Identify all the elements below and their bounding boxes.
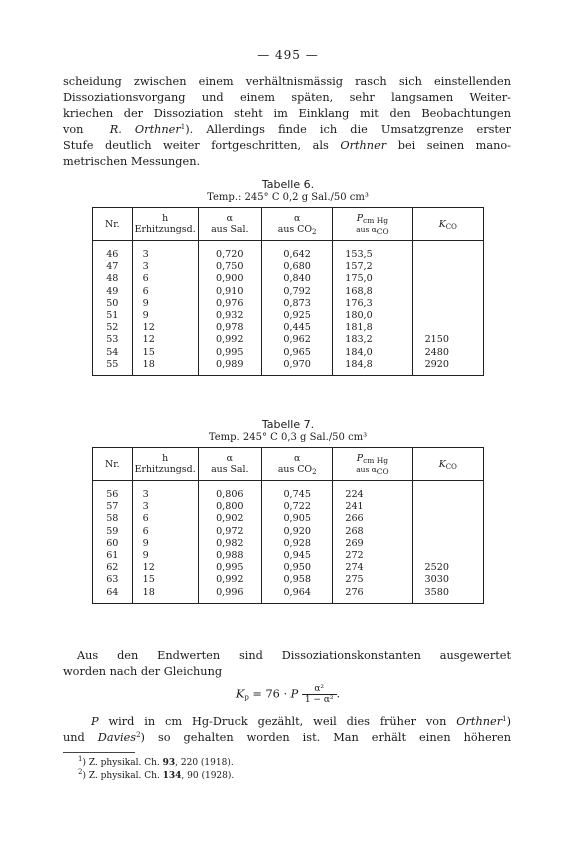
col-header-h: h Erhitzungsd. (132, 208, 198, 241)
table-row (93, 334, 484, 346)
table-cell: 3 (132, 261, 198, 273)
table-cell: 0,996 (198, 587, 261, 604)
table-cell: 58 (93, 513, 133, 525)
table-cell: 0,932 (198, 310, 261, 322)
table-cell: 63 (93, 574, 133, 586)
table-cell: 168,8 (333, 286, 412, 298)
author-name: R. Orthner (109, 122, 181, 136)
table-cell: 0,445 (261, 322, 332, 334)
paragraph-3-line: P wird in cm Hg-Druck gezählt, weil dies früher von Orthner$^1$) (91, 715, 511, 728)
author-name: Davies (97, 730, 137, 744)
table-cell: 3580 (412, 587, 483, 604)
table-cell: 54 (93, 347, 133, 359)
table-row (93, 538, 484, 550)
table-cell (412, 286, 483, 298)
table-row (93, 261, 484, 273)
table-cell: 0,920 (262, 526, 333, 538)
table-cell: 2920 (412, 359, 483, 376)
table-cell: 6 (132, 286, 198, 298)
table-cell: 176,3 (333, 298, 412, 310)
table-cell: 0,745 (262, 481, 333, 502)
table-cell (412, 298, 483, 310)
footnote-ref: 1 (502, 715, 507, 723)
equation-fraction: $\frac{\text{α²}}{\text{1 − α²}}$ (302, 684, 337, 705)
table-cell: 153,5 (333, 241, 412, 262)
table-cell: 12 (132, 562, 198, 574)
table-cell: 15 (132, 574, 198, 586)
table-cell: 0,840 (261, 273, 332, 285)
table-6 (92, 207, 484, 376)
table-cell: 6 (132, 513, 198, 525)
table-cell: 0,720 (198, 241, 261, 262)
table-cell: 51 (93, 310, 133, 322)
table-cell: 0,925 (261, 310, 332, 322)
table-cell: 15 (132, 347, 198, 359)
table-cell: 64 (93, 587, 133, 604)
table-cell: 0,910 (198, 286, 261, 298)
table-cell (412, 322, 483, 334)
table-cell (412, 538, 483, 550)
table-cell: 272 (333, 550, 412, 562)
table-cell: 47 (93, 261, 133, 273)
table-cell: 9 (132, 298, 198, 310)
table-cell: 57 (93, 501, 133, 513)
paragraph-1 (63, 74, 511, 169)
paragraph-2-line: Aus den Endwerten sind Dissoziationskonstanten ausgewertet (77, 649, 511, 662)
table-6-caption: Tabelle 6. (261, 178, 315, 191)
table-cell: 0,873 (261, 298, 332, 310)
table-cell: 0,722 (262, 501, 333, 513)
table-cell: 0,965 (261, 347, 332, 359)
table-cell: 53 (93, 334, 133, 346)
col-header-alpha-sal: α aus Sal. (198, 208, 261, 241)
author-name: Orthner (456, 715, 503, 728)
paragraph-1-line: scheidung zwischen einem verhältnismässig rasch sich einstellenden (63, 75, 511, 88)
table-row (93, 298, 484, 310)
table-cell (412, 241, 483, 262)
table-cell: 9 (132, 538, 198, 550)
footnote-1: $^1$) Z. physikal. Ch. 93, 220 (1918). (78, 755, 234, 768)
table-cell: 3 (132, 241, 198, 262)
table-cell (412, 550, 483, 562)
footnote-ref: 1 (180, 122, 186, 131)
table-cell: 0,642 (261, 241, 332, 262)
table-row (93, 501, 484, 513)
table-cell: 52 (93, 322, 133, 334)
col-header-nr: Nr. (93, 208, 133, 241)
table-row (93, 286, 484, 298)
table-cell: 184,8 (333, 359, 412, 376)
paragraph-3 (63, 714, 511, 746)
table-row (93, 587, 484, 604)
paragraph-3-line: und Davies$^2$) so gehalten worden ist. Man erhält einen höheren (63, 730, 511, 744)
paragraph-2-line: worden nach der Gleichung (63, 664, 223, 678)
table-cell: 0,800 (198, 501, 261, 513)
table-cell: 0,995 (198, 562, 261, 574)
table-cell: 0,958 (262, 574, 333, 586)
table-cell: 50 (93, 298, 133, 310)
table-cell: 0,989 (198, 359, 261, 376)
paragraph-1-line: metrischen Messungen. (63, 154, 201, 168)
table-cell: 0,905 (262, 513, 333, 525)
paragraph-1-line: kriechen der Dissoziation steht im Einklang mit den Beobachtungen (63, 106, 511, 120)
table-cell: 184,0 (333, 347, 412, 359)
table-cell: 0,972 (198, 526, 261, 538)
table-cell (412, 273, 483, 285)
table-cell: 0,902 (198, 513, 261, 525)
table-6-body (93, 241, 484, 376)
table-cell (412, 310, 483, 322)
table-cell: 0,950 (262, 562, 333, 574)
paragraph-2 (63, 648, 511, 680)
table-cell: 224 (333, 481, 412, 502)
table-cell: 56 (93, 481, 133, 502)
table-cell: 274 (333, 562, 412, 574)
table-cell: 275 (333, 574, 412, 586)
table-cell: 12 (132, 334, 198, 346)
table-7-subcaption: Temp. 245° C 0,3 g Sal./50 cm³ (208, 432, 368, 443)
table-cell: 0,976 (198, 298, 261, 310)
table-cell: 61 (93, 550, 133, 562)
table-cell: 59 (93, 526, 133, 538)
table-cell: 6 (132, 273, 198, 285)
table-row (93, 241, 484, 262)
footnote-divider (63, 752, 135, 753)
table-row (93, 550, 484, 562)
page-number: — 495 — (257, 48, 319, 62)
table-cell (412, 261, 483, 273)
table-row (93, 310, 484, 322)
table-cell: 18 (132, 359, 198, 376)
table-cell: 9 (132, 550, 198, 562)
table-row (93, 273, 484, 285)
table-cell: 0,964 (262, 587, 333, 604)
table-7 (92, 447, 484, 604)
col-header-h: h Erhitzungsd. (132, 448, 198, 481)
paragraph-1-line: Stufe deutlich weiter fortgeschritten, als Orthner bei seinen mano- (63, 138, 512, 152)
table-cell: 49 (93, 286, 133, 298)
table-cell: 2520 (412, 562, 483, 574)
table-cell: 266 (333, 513, 412, 525)
table-cell: 268 (333, 526, 412, 538)
col-header-pressure: $P_{cm Hg}$ aus $\alpha_{CO}$ (333, 208, 412, 241)
table-cell: 2480 (412, 347, 483, 359)
col-header-alpha-co2: α aus $CO_2$ (262, 448, 333, 481)
table-cell: 175,0 (333, 273, 412, 285)
table-cell: 0,806 (198, 481, 261, 502)
table-cell: 0,680 (261, 261, 332, 273)
table-cell: 0,792 (261, 286, 332, 298)
table-row (93, 347, 484, 359)
table-cell: 3 (132, 481, 198, 502)
table-cell: 0,750 (198, 261, 261, 273)
table-cell: 55 (93, 359, 133, 376)
table-cell: 3 (132, 501, 198, 513)
table-cell: 0,900 (198, 273, 261, 285)
paragraph-1-line: Dissoziationsvorgang und einem späten, sehr langsamen Weiter- (63, 90, 511, 104)
table-cell: 0,982 (198, 538, 261, 550)
table-row (93, 526, 484, 538)
table-cell: 60 (93, 538, 133, 550)
table-cell: 0,992 (198, 574, 261, 586)
table-cell: 0,945 (262, 550, 333, 562)
col-header-pressure: $P_{cm Hg}$ aus $\alpha_{CO}$ (333, 448, 412, 481)
table-cell: 18 (132, 587, 198, 604)
table-cell: 183,2 (333, 334, 412, 346)
table-cell: 0,970 (261, 359, 332, 376)
table-row (93, 574, 484, 586)
table-cell: 6 (132, 526, 198, 538)
col-header-k: $K_{CO}$ (412, 208, 483, 241)
table-cell: 241 (333, 501, 412, 513)
col-header-alpha-sal: α aus Sal. (198, 448, 261, 481)
table-7-body (93, 481, 484, 604)
equation: $K_p = 76 \cdot P$ $\frac{\text{α²}}{\text{1 − α²}}$ . (235, 684, 341, 705)
table-cell: 46 (93, 241, 133, 262)
table-cell: 181,8 (333, 322, 412, 334)
table-cell: 2150 (412, 334, 483, 346)
table-cell: 0,928 (262, 538, 333, 550)
table-cell: 48 (93, 273, 133, 285)
table-header-row (93, 448, 484, 481)
table-cell (412, 513, 483, 525)
table-cell: 157,2 (333, 261, 412, 273)
table-cell: 0,995 (198, 347, 261, 359)
table-7-caption: Tabelle 7. (261, 418, 315, 431)
col-header-alpha-co2: α aus $CO_2$ (261, 208, 332, 241)
footnote-2: $^2$) Z. physikal. Ch. 134, 90 (1928). (78, 768, 235, 781)
table-row (93, 562, 484, 574)
author-name: Orthner (340, 138, 387, 152)
table-cell: 0,978 (198, 322, 261, 334)
table-cell: 276 (333, 587, 412, 604)
table-row (93, 359, 484, 376)
table-cell: 180,0 (333, 310, 412, 322)
table-cell: 0,992 (198, 334, 261, 346)
col-header-k: $K_{CO}$ (412, 448, 483, 481)
table-cell: 62 (93, 562, 133, 574)
table-header-row (93, 208, 484, 241)
table-cell: 269 (333, 538, 412, 550)
table-cell: 9 (132, 310, 198, 322)
table-cell: 3030 (412, 574, 483, 586)
table-cell: 0,988 (198, 550, 261, 562)
table-6-subcaption: Temp.: 245° C 0,2 g Sal./50 cm³ (207, 192, 369, 203)
table-row (93, 513, 484, 525)
footnote-ref: 2 (136, 730, 141, 739)
paragraph-1-line: von R. Orthner$^1$). Allerdings finde ich die Umsatzgrenze erster (63, 122, 512, 136)
table-cell (412, 501, 483, 513)
table-row (93, 481, 484, 502)
table-cell: 0,962 (261, 334, 332, 346)
table-cell (412, 481, 483, 502)
col-header-nr: Nr. (93, 448, 133, 481)
table-row (93, 322, 484, 334)
table-cell (412, 526, 483, 538)
table-cell: 12 (132, 322, 198, 334)
